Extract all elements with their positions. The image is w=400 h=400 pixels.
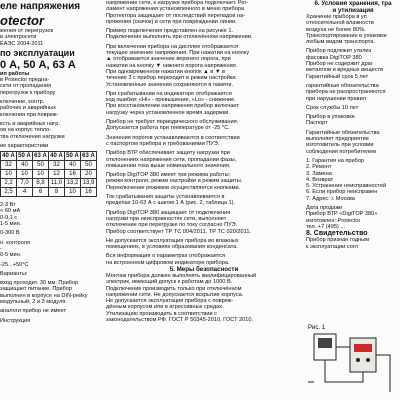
middle-line: Прибор DigiTOP 380 имеет три режима работы: bbox=[106, 172, 231, 179]
table-cell: 4 bbox=[17, 188, 33, 197]
device-display bbox=[354, 344, 372, 352]
table-cell: 40 bbox=[17, 161, 33, 170]
table-cell: 32 bbox=[49, 161, 65, 170]
middle-line: повышении тока выше номинального значения. bbox=[106, 162, 231, 169]
table-cell: 10 bbox=[17, 170, 33, 179]
table-cell: 32 bbox=[1, 161, 17, 170]
table-cell: 50 bbox=[81, 161, 97, 170]
manual-subtitle: по эксплуатации bbox=[0, 47, 75, 58]
storage-line: Прибор в упаковке bbox=[306, 114, 355, 121]
storage-line: Хранение прибора в уп bbox=[306, 14, 367, 20]
certificate-text-block bbox=[306, 237, 400, 250]
middle-column bbox=[106, 0, 302, 400]
middle-line: ламент напряжения установленного в меню прибора bbox=[106, 6, 245, 13]
description-line: рабочих и аварийных bbox=[0, 105, 56, 112]
middle-line: напряжение сети, к нагрузке прибора подключает. Рег- bbox=[106, 0, 249, 6]
doc-header: еле напряжения bbox=[0, 1, 81, 12]
principle-heading: ип работы bbox=[0, 70, 30, 77]
description-line: перегрузок к прибору bbox=[0, 89, 56, 96]
description-line: ие характеристики bbox=[0, 142, 49, 149]
middle-line: Пример подключения представлен на рисунке 1. bbox=[106, 28, 234, 35]
middle-line: Протектора защищает от последствий перепадов на- bbox=[106, 12, 245, 19]
middle-line: отключение при перегрузке по току согласно ПУЭ. bbox=[106, 222, 238, 229]
table-row bbox=[1, 188, 97, 197]
middle-line: код ошибки: «Hi» - превышение, «Lo» - снижение. bbox=[106, 97, 236, 104]
table-row bbox=[1, 152, 97, 161]
storage-line: 6. Если прибор неисправен bbox=[306, 189, 378, 196]
description-line: ксть и аварийных нагр. bbox=[0, 120, 60, 127]
brand-logo: otector bbox=[0, 13, 45, 28]
table-cell: 8 bbox=[49, 188, 65, 197]
middle-line: отклонениях напряжения сети, пропадании фазы, bbox=[106, 156, 237, 163]
safety-line: электрик, имеющий допуск к работам до 1000 В. bbox=[106, 279, 233, 286]
storage-line: Транспортирование в упаковке bbox=[306, 32, 387, 39]
middle-line: нажатии на кнопку ▼ нижнего порога напряжения. bbox=[106, 62, 238, 69]
middle-line: Установленные значения сохраняются в памяти. bbox=[106, 81, 234, 88]
spec-line: 0-5 мин. bbox=[0, 252, 22, 259]
table-cell: 20 bbox=[81, 170, 97, 179]
table-cell: 10 bbox=[65, 188, 81, 197]
storage-line: 7. Адрес: г. Москва bbox=[306, 195, 355, 202]
table-cell: 63 А bbox=[34, 153, 47, 160]
table-cell: 8,8 bbox=[33, 179, 49, 188]
safety-line: законодательством РФ. ГОСТ Р 50345-2010, ГОСТ 2010. bbox=[106, 317, 254, 324]
safety-line: Не допускается эксплуатация прибора с повреж- bbox=[106, 298, 234, 305]
table-cell: 2,5 bbox=[1, 188, 17, 197]
storage-line: 5. Устранение неисправностей bbox=[306, 183, 387, 190]
table-cell: 7,0 bbox=[17, 179, 33, 188]
table-cell: 63 А bbox=[82, 153, 95, 160]
storage-line: выполняет предприятие bbox=[306, 136, 369, 143]
middle-line: Вся информация о параметрах отображается bbox=[106, 253, 226, 260]
description-block bbox=[0, 77, 102, 149]
spec-line: -25...+50°С bbox=[0, 261, 29, 268]
description-line: сети от пропадания bbox=[0, 83, 52, 90]
safety-heading: 5. Меры безопасности bbox=[169, 265, 239, 273]
middle-line: нагрузку через установленное время задержки. bbox=[106, 109, 230, 116]
spec-line: модульный, 2 и 3 модуля. bbox=[0, 299, 67, 306]
spec-line: < 60 мА bbox=[0, 208, 21, 215]
safety-line: дённым корпусом или в агрессивных средах. bbox=[106, 304, 224, 311]
storage-text-block bbox=[306, 14, 400, 230]
description-line: тва отключения нагрузки bbox=[0, 133, 65, 140]
table-cell: 40 А bbox=[2, 153, 15, 160]
middle-line: Не допускается эксплуатация прибора во влажных bbox=[106, 237, 239, 244]
storage-line: изготовлен: Protector bbox=[306, 217, 361, 224]
table-cell: 13,9 bbox=[81, 179, 97, 188]
middle-line: пределах 10-63 А с шагом 1 А (рис. 2, таблица 1). bbox=[106, 200, 236, 207]
middle-line: течение 3 с прибор переходит в режим настройки. bbox=[106, 75, 238, 82]
protector-device bbox=[350, 338, 376, 372]
spec-line: 0-9,1 с bbox=[0, 214, 18, 221]
storage-line: соблюдения потребителем bbox=[306, 148, 377, 155]
middle-line: Прибор ВТР обеспечивает защиту нагрузки при bbox=[106, 150, 230, 157]
table-row bbox=[1, 161, 97, 170]
middle-line: Подключение выполнять при отключённом напряжении. bbox=[106, 34, 253, 41]
storage-line: Срок службы 10 лет bbox=[306, 104, 359, 111]
table-cell: 12 bbox=[49, 170, 65, 179]
storage-line: относительной влажности bbox=[306, 20, 374, 27]
intro-line-3: ЕАЭС 2004-2011 bbox=[0, 40, 44, 47]
spec-line: выполнен в корпусе на DIN-рейку bbox=[0, 292, 88, 299]
middle-line: Прибор DigiTOP 380 защищает от подключения bbox=[106, 209, 231, 216]
breaker-switch bbox=[318, 338, 332, 348]
middle-line: Переключение режимов осуществляется кнопками. bbox=[106, 184, 241, 191]
description-line: ов на корпус тепло- bbox=[0, 127, 52, 134]
middle-line: При восстановлении напряжения прибор включает bbox=[106, 103, 239, 110]
storage-line: Гарантийные обязательства bbox=[306, 129, 380, 136]
table-cell: 13,2 bbox=[65, 179, 81, 188]
storage-line: Паспорт bbox=[306, 120, 328, 127]
device-button-up bbox=[356, 358, 360, 362]
table-cell: 40 bbox=[65, 161, 81, 170]
description-line: ключения при повреж- bbox=[0, 111, 59, 118]
storage-line: Прибор подлежит утилиз bbox=[306, 48, 372, 55]
device-button-down bbox=[366, 358, 370, 362]
spec-line: Варианты: bbox=[0, 270, 28, 277]
table-cell: 50 bbox=[33, 161, 49, 170]
ratings-heading: 0 А, 50 А, 63 А bbox=[0, 58, 76, 71]
certificate-line: Прибор признан годным bbox=[306, 237, 370, 244]
storage-line: фасовка DigiTOP 380 bbox=[306, 54, 362, 61]
middle-line: При одновременном нажатии кнопок ▲ и ▼ в bbox=[106, 68, 226, 75]
storage-line: 1. Гарантия на прибор bbox=[306, 157, 365, 164]
specs-list bbox=[0, 199, 102, 324]
safety-line: Монтаж прибора должен выполнять квалифицированный bbox=[106, 272, 257, 279]
table-cell: 6 bbox=[33, 188, 49, 197]
specs-table bbox=[0, 151, 97, 197]
middle-text-block bbox=[106, 0, 302, 266]
table-cell: 16 bbox=[65, 170, 81, 179]
table-cell: 10 bbox=[33, 170, 49, 179]
middle-line: нагрузки при неисправностях сети, выполняет bbox=[106, 215, 227, 222]
storage-line: 2. Ремонт bbox=[306, 164, 332, 171]
description-line: в Protector предна- bbox=[0, 77, 50, 84]
wiring-diagram bbox=[306, 322, 400, 400]
safety-line: Подключение производить только при отключённом bbox=[106, 285, 242, 292]
storage-line: 3. Замена bbox=[306, 170, 332, 177]
safety-line: Утилизацию производить в соответствии с bbox=[106, 310, 217, 317]
middle-line: Прибор соответствует ТР ТС 004/2011, ТР ТС 020/2011. bbox=[106, 228, 251, 235]
table-cell: 11,0 bbox=[49, 179, 65, 188]
middle-line: ▲ отображается значение верхнего порога, при bbox=[106, 56, 231, 63]
table-row bbox=[1, 170, 97, 179]
wire-load bbox=[376, 355, 390, 392]
middle-line: Значения порогов устанавливаются в соответствии bbox=[106, 134, 240, 141]
storage-line: тел. +7 (495) ... bbox=[306, 223, 346, 230]
certificate-heading: 8. Свидетельство bbox=[306, 230, 368, 238]
safety-line: напряжении сети. Не допускается вскрытие корпуса. bbox=[106, 291, 244, 298]
storage-line: при нарушении правил bbox=[306, 95, 366, 102]
spec-line: защищает питание. Прибор bbox=[0, 286, 73, 293]
storage-subheading: и утилизация bbox=[332, 7, 374, 14]
storage-line: воздуха не более 80%. bbox=[306, 26, 366, 33]
right-column bbox=[306, 0, 400, 400]
spec-line: Инструкция bbox=[0, 317, 31, 324]
certificate-line: к эксплуатации согл bbox=[306, 243, 358, 250]
description-line: ключение, контр. bbox=[0, 99, 45, 106]
figure-label: Рис. 1 bbox=[308, 325, 326, 331]
storage-line: металлов и вредных веществ bbox=[306, 67, 384, 74]
table-cell: 40 А bbox=[50, 153, 63, 160]
table-cell: 50 А bbox=[18, 153, 31, 160]
middle-line: с паспортом прибора и требованиями ПУЭ. bbox=[106, 140, 220, 147]
storage-heading: 6. Условия хранения, тра bbox=[314, 0, 392, 7]
safety-text-block bbox=[106, 273, 302, 323]
storage-line: любым видом транспорта. bbox=[306, 39, 375, 46]
middle-line: Прибор не требует периодического обслуживания. bbox=[106, 119, 239, 126]
storage-line: Гарантийный срок 5 лет bbox=[306, 73, 369, 80]
storage-line: прибора не распространяются bbox=[306, 89, 386, 96]
middle-line: При включении прибора на дисплее отображается bbox=[106, 43, 239, 50]
storage-line: 4. Возврат bbox=[306, 176, 334, 183]
storage-line: изготовитель при условии bbox=[306, 142, 374, 149]
storage-line: гарантийные обязательства bbox=[306, 82, 379, 89]
table-cell: 10 bbox=[1, 170, 17, 179]
middle-line: помещениях, в условиях образования конденсата. bbox=[106, 244, 238, 251]
storage-line: Прибор не содержит драг bbox=[306, 61, 373, 68]
intro-line-2: в электросети bbox=[0, 34, 37, 41]
spec-line: 2-3 Вт bbox=[0, 202, 16, 209]
storage-line: Прибор ВТР «DigiTOP 380» bbox=[306, 211, 378, 218]
spec-line: аналоги прибор не имеет bbox=[0, 308, 67, 315]
middle-line: на встроенном цифровом индикаторе прибора. bbox=[106, 259, 230, 266]
middle-line: При срабатывании на индикаторе отображается bbox=[106, 90, 232, 97]
table-row bbox=[1, 179, 97, 188]
middle-line: Допускается работа при температуре от -25 °С. bbox=[106, 125, 230, 132]
table-cell: 2,2 bbox=[1, 179, 17, 188]
table-cell: 16 bbox=[81, 188, 97, 197]
spec-line: - bbox=[0, 245, 2, 252]
middle-line: режим контроля, режим настройки и режим защиты. bbox=[106, 178, 243, 185]
spec-line: вход проходит. 30 мм. Прибор bbox=[0, 280, 79, 287]
spec-line: 0-300 В bbox=[0, 230, 20, 237]
table-cell: 50 А bbox=[66, 153, 79, 160]
spec-line: 1-5 мин. bbox=[0, 221, 22, 228]
storage-line: Дата продажи bbox=[306, 205, 343, 212]
spec-line: н. контроля bbox=[0, 239, 30, 246]
left-column bbox=[0, 0, 102, 400]
middle-line: пряжения (скачок) в сети при повреждении линии. bbox=[106, 18, 237, 25]
intro-line-1: жения от перегрузок bbox=[0, 28, 54, 34]
middle-line: текущее значение напряжения. При нажатии на кнопку bbox=[106, 50, 250, 57]
middle-line: Ток срабатывания защиты устанавливается в bbox=[106, 194, 225, 201]
